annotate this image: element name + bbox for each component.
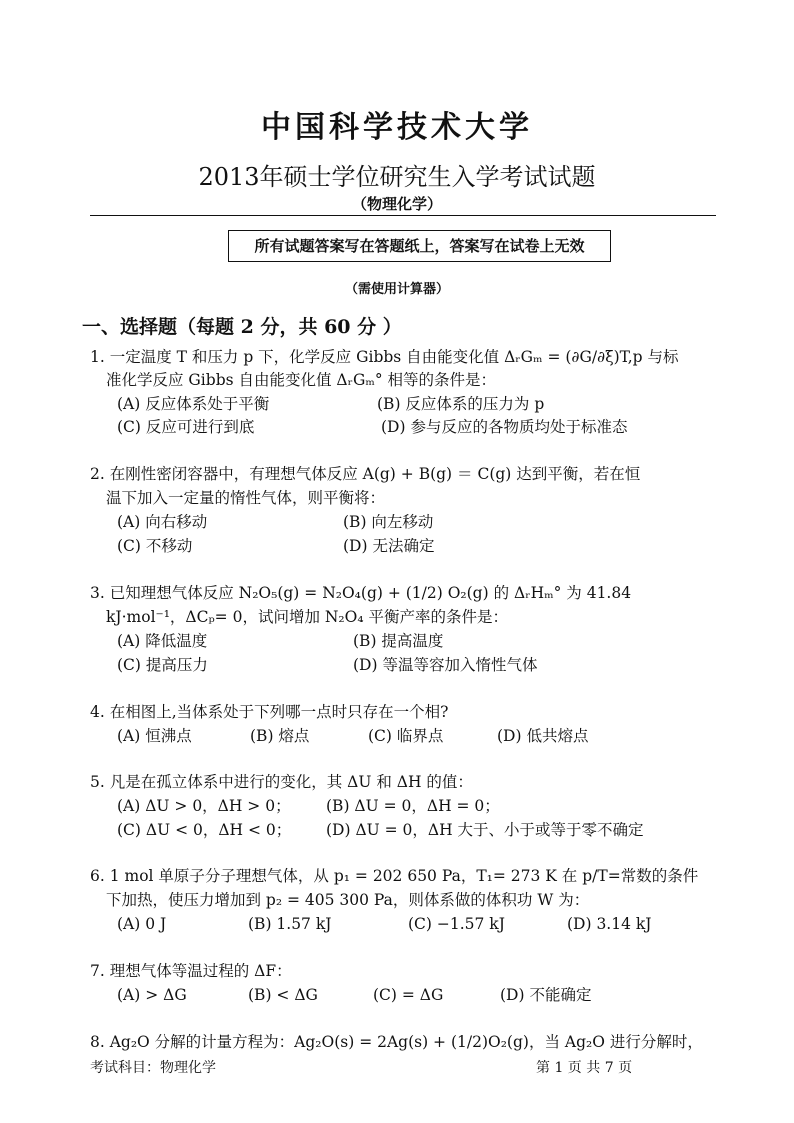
section-heading: 一、选择题（每题 2 分，共 60 分 ） (82, 316, 402, 338)
university-name: 中国科学技术大学 (261, 110, 533, 145)
calculator-note: （需使用计算器） (344, 282, 449, 297)
q7-option-a: (A) > ΔG (117, 986, 187, 1004)
q2-option-c: (C) 不移动 (117, 537, 193, 555)
question-3-line-1: 3. 已知理想气体反应 N₂O₅(g) = N₂O₄(g) + (1/2) O₂(g) 的 ΔᵣHₘ° 为 41.84 (90, 584, 632, 602)
q6-option-a: (A) 0 J (117, 915, 167, 933)
q7-option-c: (C) = ΔG (373, 986, 444, 1004)
q3-option-d: (D) 等温等容加入惰性气体 (353, 656, 538, 674)
q1-option-a: (A) 反应体系处于平衡 (117, 395, 270, 413)
q5-option-d: (D) ΔU = 0，ΔH 大于、小于或等于零不确定 (326, 821, 644, 839)
question-2-line-1: 2. 在刚性密闭容器中，有理想气体反应 A(g) + B(g) ＝ C(g) 达到平衡，若在恒 (90, 465, 641, 483)
question-4-line-1: 4. 在相图上,当体系处于下列哪一点时只存在一个相? (90, 703, 449, 721)
subject-title: （物理化学） (351, 195, 442, 213)
q4-option-d: (D) 低共熔点 (497, 727, 589, 745)
q6-option-d: (D) 3.14 kJ (567, 915, 652, 933)
q1-option-b: (B) 反应体系的压力为 p (377, 395, 545, 413)
question-6-line-1: 6. 1 mol 单原子分子理想气体，从 p₁ = 202 650 Pa，T₁= 273 K 在 p/T=常数的条件 (90, 867, 699, 885)
q3-option-a: (A) 降低温度 (117, 632, 208, 650)
q7-option-b: (B) < ΔG (248, 986, 318, 1004)
q1-option-d: (D) 参与反应的各物质均处于标准态 (381, 418, 628, 436)
question-1-line-2: 准化学反应 Gibbs 自由能变化值 ΔᵣGₘ° 相等的条件是： (106, 371, 497, 389)
q6-option-c: (C) −1.57 kJ (408, 915, 505, 933)
question-5-line-1: 5. 凡是在孤立体系中进行的变化，其 ΔU 和 ΔH 的值： (90, 773, 473, 791)
footer-subject: 考试科目：物理化学 (90, 1060, 216, 1076)
question-6-line-2: 下加热，使压力增加到 p₂ = 405 300 Pa，则体系做的体积功 W 为： (106, 891, 590, 909)
q4-option-c: (C) 临界点 (368, 727, 444, 745)
question-2-line-2: 温下加入一定量的惰性气体，则平衡将： (106, 489, 386, 507)
q5-option-c: (C) ΔU < 0，ΔH < 0； (117, 821, 292, 839)
q5-option-a: (A) ΔU > 0，ΔH > 0； (117, 797, 291, 815)
q4-option-b: (B) 熔点 (250, 727, 310, 745)
q5-option-b: (B) ΔU = 0，ΔH = 0； (326, 797, 500, 815)
divider (90, 215, 716, 216)
notice-box: 所有试题答案写在答题纸上，答案写在试卷上无效 (228, 230, 611, 262)
q1-option-c: (C) 反应可进行到底 (117, 418, 255, 436)
q6-option-b: (B) 1.57 kJ (248, 915, 332, 933)
q2-option-a: (A) 向右移动 (117, 513, 208, 531)
q2-option-b: (B) 向左移动 (343, 513, 434, 531)
q2-option-d: (D) 无法确定 (343, 537, 435, 555)
question-7-line-1: 7. 理想气体等温过程的 ΔF： (90, 962, 292, 980)
question-8-line-1: 8. Ag₂O 分解的计量方程为：Ag₂O(s) = 2Ag(s) + (1/2)O₂(g)，当 Ag₂O 进行分解时， (90, 1033, 703, 1051)
footer-page-number: 第 1 页 共 7 页 (536, 1060, 633, 1076)
q3-option-c: (C) 提高压力 (117, 656, 208, 674)
exam-title: 2013年硕士学位研究生入学考试试题 (198, 163, 596, 191)
q3-option-b: (B) 提高温度 (353, 632, 444, 650)
question-3-line-2: kJ·mol⁻¹，ΔCₚ= 0，试问增加 N₂O₄ 平衡产率的条件是： (106, 608, 508, 626)
question-1-line-1: 1. 一定温度 T 和压力 p 下，化学反应 Gibbs 自由能变化值 ΔᵣGₘ = (∂G/∂ξ)T,p 与标 (90, 348, 679, 366)
q4-option-a: (A) 恒沸点 (117, 727, 192, 745)
q7-option-d: (D) 不能确定 (500, 986, 592, 1004)
